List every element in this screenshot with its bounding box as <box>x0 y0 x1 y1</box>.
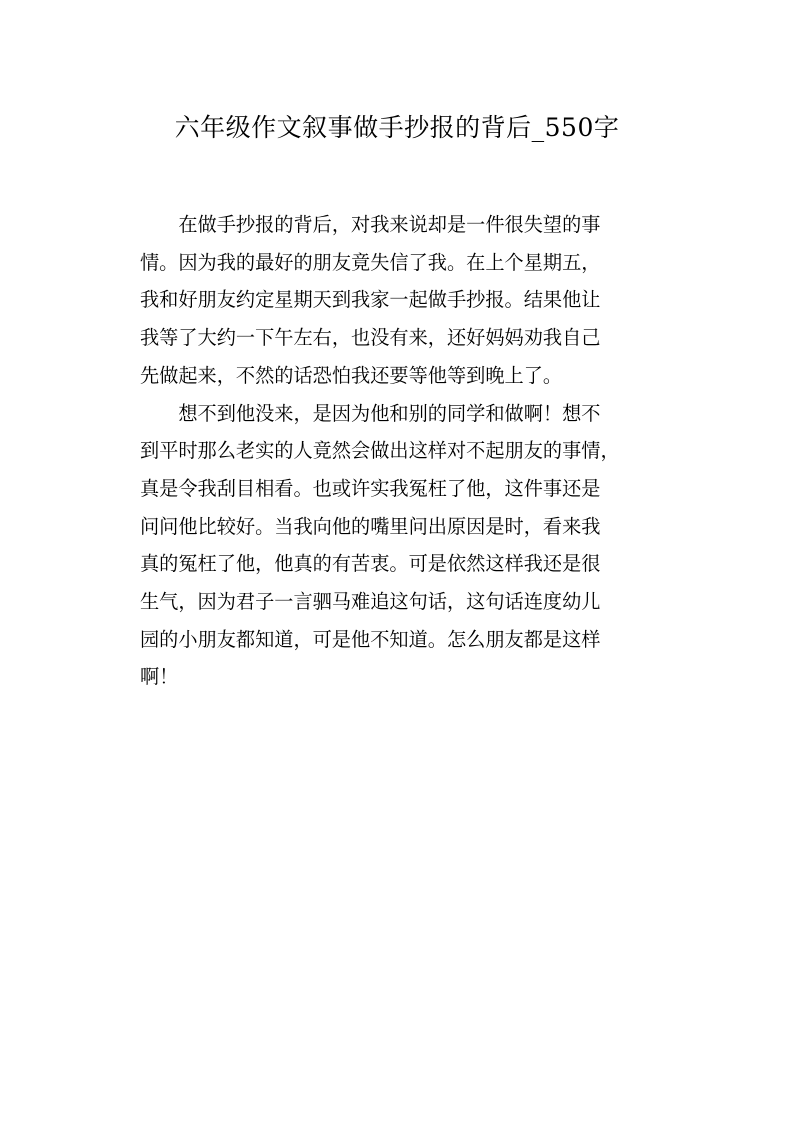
text-line: 先做起来，不然的话恐怕我还要等他等到晚上了。 <box>140 363 563 387</box>
text-line: 啊！ <box>140 665 179 689</box>
text-line: 到平时那么老实的人竟然会做出这样对不起朋友的事情， <box>140 439 620 463</box>
text-line: 真是令我刮目相看。也或许实我冤枉了他，这件事还是 <box>140 476 601 500</box>
document-title: 六年级作文叙事做手抄报的背后_550字 <box>174 113 620 142</box>
text-line: 我和好朋友约定星期天到我家一起做手抄报。结果他让 <box>140 288 601 312</box>
text-line: 真的冤枉了他，他真的有苦衷。可是依然这样我还是很 <box>140 552 601 576</box>
text-line: 想不到他没来，是因为他和别的同学和做啊！想不 <box>140 401 601 425</box>
text-line: 我等了大约一下午左右，也没有来，还好妈妈劝我自己 <box>140 326 601 350</box>
text-line: 问问他比较好。当我向他的嘴里问出原因是时，看来我 <box>140 514 601 538</box>
text-line: 情。因为我的最好的朋友竟失信了我。在上个星期五， <box>140 250 601 274</box>
text-line: 园的小朋友都知道，可是他不知道。怎么朋友都是这样 <box>140 627 601 651</box>
paragraph <box>140 395 660 697</box>
document-body <box>140 206 660 696</box>
paragraph <box>140 206 660 395</box>
text-line: 生气，因为君子一言驷马难追这句话，这句话连度幼儿 <box>140 590 601 614</box>
text-line: 在做手抄报的背后，对我来说却是一件很失望的事 <box>140 213 601 236</box>
